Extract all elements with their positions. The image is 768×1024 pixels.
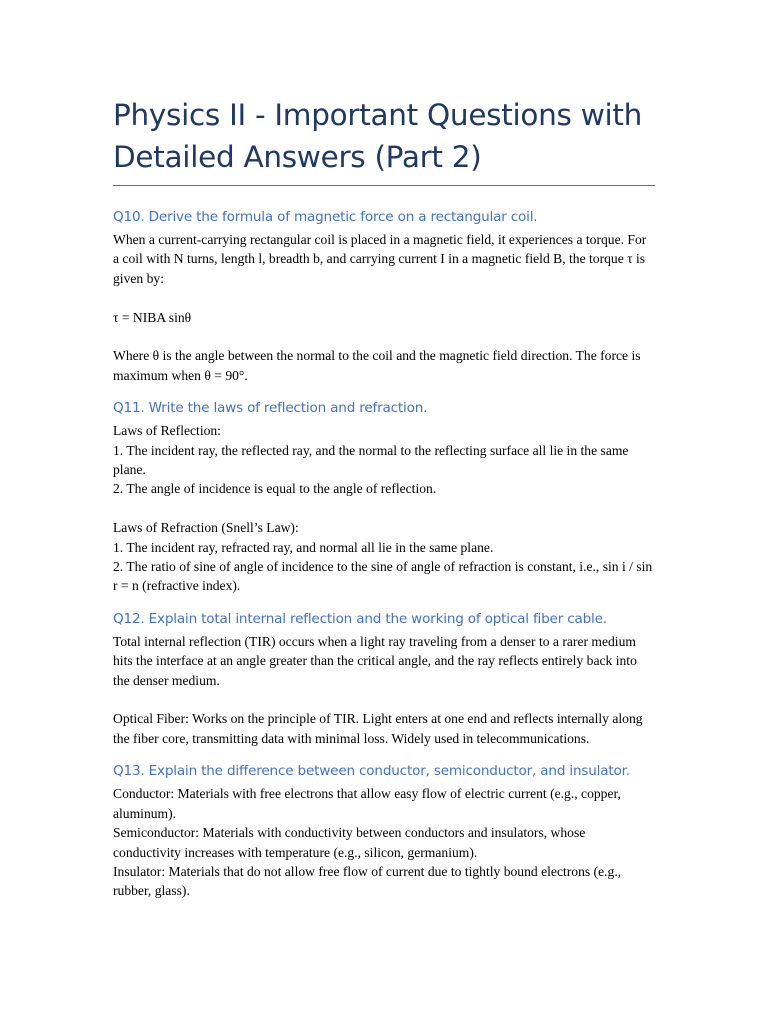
answer-line: 1. The incident ray, the reflected ray, and the normal to the reflecting surface all lie in the same plane.: [113, 442, 629, 478]
answer-paragraph: Total internal reflection (TIR) occurs when a light ray traveling from a denser to a rarer medium hits the interface at an angle greater than the critical angle, and the ray reflects entirely back into the denser medium.: [113, 633, 637, 688]
answer-line: 2. The ratio of sine of angle of incidence to the sine of angle of refraction is constant, i.e., sin i / sin r = n (refractive index).: [113, 559, 653, 594]
question-section-q11: [113, 399, 655, 596]
answer-line: Laws of Refraction (Snell’s Law):: [113, 520, 299, 536]
page-title: Physics II - Important Questions with Detailed Answers (Part 2): [113, 98, 643, 174]
answer-paragraph: Where θ is the angle between the normal to the coil and the magnetic field direction. The force is maximum when θ = 90°.: [113, 348, 641, 383]
answer-line: Conductor: Materials with free electrons that allow easy flow of electric current (e.g., copper, aluminum).: [113, 786, 621, 821]
answer-line: 1. The incident ray, refracted ray, and normal all lie in the same plane.: [113, 539, 494, 555]
formula-line: τ = NIBA sinθ: [113, 309, 192, 325]
answer-paragraph: When a current-carrying rectangular coil is placed in a magnetic field, it experiences a torque. For a coil with N turns, length l, breadth b, and carrying current I in a magnetic field B, the torque τ is given by:: [113, 232, 647, 286]
question-section-q13: [113, 762, 655, 900]
question-heading: Q12. Explain total internal reflection and the working of optical fiber cable.: [113, 610, 607, 627]
answer-line: 2. The angle of incidence is equal to the angle of reflection.: [113, 481, 437, 497]
question-heading: Q10. Derive the formula of magnetic force on a rectangular coil.: [113, 209, 538, 225]
question-section-q12: [113, 610, 655, 748]
answer-paragraph: Optical Fiber: Works on the principle of TIR. Light enters at one end and reflects internally along the fiber core, transmitting data with minimal loss. Widely used in telecommunications.: [113, 711, 643, 746]
question-heading: Q13. Explain the difference between conductor, semiconductor, and insulator.: [113, 763, 630, 780]
question-section-q10: [113, 208, 655, 385]
answer-line: Laws of Reflection:: [113, 423, 221, 439]
answer-line: Insulator: Materials that do not allow free flow of current due to tightly bound electrons (e.g., rubber, glass).: [113, 863, 622, 899]
answer-line: Semiconductor: Materials with conductivity between conductors and insulators, whose conductivity increases with temperature (e.g., silicon, germanium).: [113, 825, 586, 860]
question-heading: Q11. Write the laws of reflection and refraction.: [113, 400, 428, 417]
title-divider: [113, 185, 655, 186]
document-page: [113, 94, 655, 915]
